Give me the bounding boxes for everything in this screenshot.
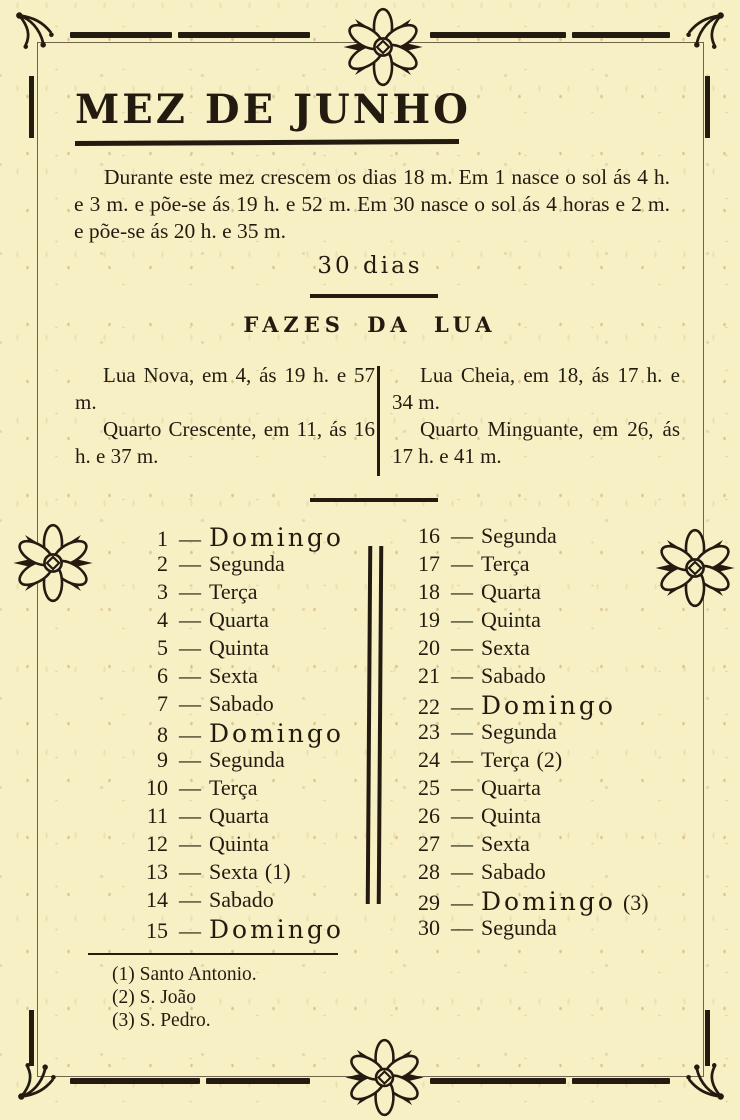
day-dash: — bbox=[179, 859, 200, 884]
day-dash: — bbox=[179, 747, 200, 772]
bottom-left-flourish-icon bbox=[14, 1058, 58, 1102]
day-number: 28 bbox=[418, 859, 440, 884]
day-row bbox=[400, 859, 649, 887]
day-list-right bbox=[400, 523, 649, 943]
day-number: 30 bbox=[418, 915, 440, 940]
day-dash: — bbox=[179, 551, 200, 576]
day-name: Segunda bbox=[481, 915, 557, 940]
day-number: 21 bbox=[418, 663, 440, 688]
day-dash: — bbox=[179, 526, 200, 551]
right-border-accent-top bbox=[705, 76, 710, 138]
day-name: Terça bbox=[209, 775, 258, 800]
day-list-left bbox=[128, 523, 351, 943]
day-name: Terça bbox=[209, 579, 258, 604]
day-number: 6 bbox=[157, 663, 168, 688]
day-number: 5 bbox=[157, 635, 168, 660]
moon-phase-entry: Lua Cheia, em 18, ás 17 h. e 34 m. bbox=[392, 363, 680, 414]
day-name: Quarta bbox=[481, 775, 541, 800]
day-row bbox=[128, 831, 351, 859]
day-number: 13 bbox=[146, 859, 168, 884]
day-dash: — bbox=[179, 607, 200, 632]
day-name: Sabado bbox=[209, 887, 274, 912]
day-footnote-marker: (3) bbox=[622, 890, 649, 915]
day-dash: — bbox=[179, 803, 200, 828]
day-row bbox=[128, 747, 351, 775]
day-dash: — bbox=[179, 691, 200, 716]
day-dash: — bbox=[451, 859, 472, 884]
day-number: 15 bbox=[146, 918, 168, 943]
day-row bbox=[128, 915, 351, 943]
day-dash: — bbox=[179, 579, 200, 604]
day-dash: — bbox=[179, 775, 200, 800]
footnote-item: (1) Santo Antonio. bbox=[112, 964, 257, 985]
day-name: Quinta bbox=[481, 803, 541, 828]
day-number: 7 bbox=[157, 691, 168, 716]
day-row bbox=[128, 859, 351, 887]
day-number: 18 bbox=[418, 579, 440, 604]
footnote-item: (3) S. Pedro. bbox=[112, 1010, 211, 1031]
top-right-bar-segment2 bbox=[572, 32, 670, 38]
day-number: 29 bbox=[418, 890, 440, 915]
bottom-left-bar-segment2 bbox=[206, 1078, 310, 1084]
moon-phase-entry: Lua Nova, em 4, ás 19 h. e 57 m. bbox=[75, 363, 375, 414]
day-number: 16 bbox=[418, 523, 440, 548]
bottom-left-bar-segment bbox=[70, 1078, 200, 1084]
day-dash: — bbox=[451, 747, 472, 772]
day-number: 10 bbox=[146, 775, 168, 800]
left-side-flower-icon bbox=[10, 520, 96, 606]
top-center-flower-icon bbox=[340, 4, 426, 90]
day-row bbox=[128, 803, 351, 831]
day-row bbox=[400, 551, 649, 579]
day-dash: — bbox=[451, 551, 472, 576]
day-name: Segunda bbox=[209, 551, 285, 576]
day-dash: — bbox=[451, 607, 472, 632]
day-number: 26 bbox=[418, 803, 440, 828]
day-name: Quinta bbox=[209, 831, 269, 856]
day-dash: — bbox=[451, 831, 472, 856]
bottom-right-flourish-icon bbox=[684, 1058, 728, 1102]
day-number: 4 bbox=[157, 607, 168, 632]
day-name: Quarta bbox=[209, 803, 269, 828]
day-row bbox=[400, 747, 649, 775]
bottom-center-flower-icon bbox=[342, 1035, 427, 1120]
day-row bbox=[400, 831, 649, 859]
day-row bbox=[128, 663, 351, 691]
day-row bbox=[400, 775, 649, 803]
day-name: Sexta bbox=[481, 635, 530, 660]
day-number: 22 bbox=[418, 694, 440, 719]
day-footnote-marker: (2) bbox=[536, 747, 563, 772]
day-row bbox=[128, 719, 351, 747]
day-name: Terça bbox=[481, 747, 530, 772]
rule-above-footnotes bbox=[88, 953, 338, 955]
day-row bbox=[128, 607, 351, 635]
day-footnote-marker: (1) bbox=[264, 859, 291, 884]
day-dash: — bbox=[451, 719, 472, 744]
day-row bbox=[400, 887, 649, 915]
day-name: Quarta bbox=[481, 579, 541, 604]
bottom-right-bar-segment2 bbox=[572, 1078, 670, 1084]
day-list-divider bbox=[366, 546, 383, 904]
day-name: Quinta bbox=[209, 635, 269, 660]
day-number: 1 bbox=[157, 526, 168, 551]
day-number: 20 bbox=[418, 635, 440, 660]
day-name: Segunda bbox=[481, 719, 557, 744]
day-row bbox=[400, 607, 649, 635]
day-name: Segunda bbox=[209, 747, 285, 772]
day-row bbox=[400, 803, 649, 831]
day-number: 12 bbox=[146, 831, 168, 856]
top-left-bar-segment2 bbox=[178, 32, 310, 38]
day-name: Quarta bbox=[209, 607, 269, 632]
moon-phases-heading: FAZES DA LUA bbox=[243, 312, 497, 337]
day-dash: — bbox=[179, 722, 200, 747]
day-row bbox=[400, 523, 649, 551]
bottom-right-bar-segment bbox=[430, 1078, 566, 1084]
day-name: Sexta bbox=[209, 663, 258, 688]
day-number: 27 bbox=[418, 831, 440, 856]
day-number: 11 bbox=[146, 803, 168, 828]
day-dash: — bbox=[451, 890, 472, 915]
top-right-bar-segment bbox=[430, 32, 566, 38]
day-number: 2 bbox=[157, 551, 168, 576]
day-number: 19 bbox=[418, 607, 440, 632]
moon-phases-right-column bbox=[392, 362, 680, 470]
day-dash: — bbox=[451, 523, 472, 548]
day-dash: — bbox=[179, 635, 200, 660]
intro-paragraph: Durante este mez crescem os dias 18 m. Em 1 nasce o sol ás 4 h. e 3 m. e põe-se ás 19 h. e 52 m. Em 30 nasce o sol ás 4 horas e 2 m. e põe-se ás 20 h. e 35 m. bbox=[74, 165, 670, 243]
day-name: Quinta bbox=[481, 607, 541, 632]
footnote-item: (2) S. João bbox=[112, 987, 196, 1008]
day-row bbox=[400, 691, 649, 719]
day-name: Sabado bbox=[481, 859, 546, 884]
moon-phase-entry: Quarto Crescente, em 11, ás 16 h. e 37 m. bbox=[75, 417, 375, 468]
rule-under-days-count bbox=[310, 294, 438, 298]
day-row bbox=[400, 635, 649, 663]
day-dash: — bbox=[451, 803, 472, 828]
day-row bbox=[128, 551, 351, 579]
day-row bbox=[400, 915, 649, 943]
day-number: 14 bbox=[146, 887, 168, 912]
day-dash: — bbox=[451, 775, 472, 800]
rule-under-moon-phases bbox=[310, 498, 438, 502]
day-number: 9 bbox=[157, 747, 168, 772]
day-dash: — bbox=[451, 694, 472, 719]
day-name: Segunda bbox=[481, 523, 557, 548]
top-right-flourish-icon bbox=[684, 10, 728, 54]
day-row bbox=[128, 887, 351, 915]
day-name: Domingo bbox=[209, 523, 344, 552]
day-number: 24 bbox=[418, 747, 440, 772]
day-dash: — bbox=[451, 579, 472, 604]
day-row bbox=[400, 663, 649, 691]
footnotes bbox=[112, 963, 257, 1032]
page-title: MEZ DE JUNHO bbox=[75, 86, 471, 133]
top-left-flourish-icon bbox=[12, 10, 56, 54]
days-count: 30 dias bbox=[317, 253, 423, 279]
day-dash: — bbox=[451, 663, 472, 688]
day-row bbox=[128, 523, 351, 551]
day-dash: — bbox=[451, 635, 472, 660]
day-row bbox=[400, 719, 649, 747]
day-name: Domingo bbox=[209, 719, 344, 748]
day-name: Domingo bbox=[481, 887, 616, 916]
day-name: Domingo bbox=[481, 691, 616, 720]
right-side-flower-icon bbox=[652, 525, 738, 611]
day-row bbox=[128, 579, 351, 607]
moon-column-divider bbox=[377, 366, 380, 476]
moon-phases-left-column bbox=[75, 362, 375, 470]
day-name: Sexta bbox=[209, 859, 258, 884]
day-name: Domingo bbox=[209, 915, 344, 944]
day-row bbox=[128, 775, 351, 803]
day-number: 17 bbox=[418, 551, 440, 576]
day-dash: — bbox=[179, 663, 200, 688]
top-left-bar-segment bbox=[70, 32, 172, 38]
day-name: Sabado bbox=[481, 663, 546, 688]
day-dash: — bbox=[179, 831, 200, 856]
day-dash: — bbox=[451, 915, 472, 940]
moon-phase-entry: Quarto Minguante, em 26, ás 17 h. e 41 m. bbox=[392, 417, 680, 468]
day-row bbox=[128, 635, 351, 663]
left-border-accent-top bbox=[29, 76, 34, 138]
day-name: Terça bbox=[481, 551, 530, 576]
day-row bbox=[128, 691, 351, 719]
day-number: 25 bbox=[418, 775, 440, 800]
day-name: Sabado bbox=[209, 691, 274, 716]
day-number: 8 bbox=[157, 722, 168, 747]
day-dash: — bbox=[179, 918, 200, 943]
day-name: Sexta bbox=[481, 831, 530, 856]
day-number: 23 bbox=[418, 719, 440, 744]
day-dash: — bbox=[179, 887, 200, 912]
day-number: 3 bbox=[157, 579, 168, 604]
day-row bbox=[400, 579, 649, 607]
